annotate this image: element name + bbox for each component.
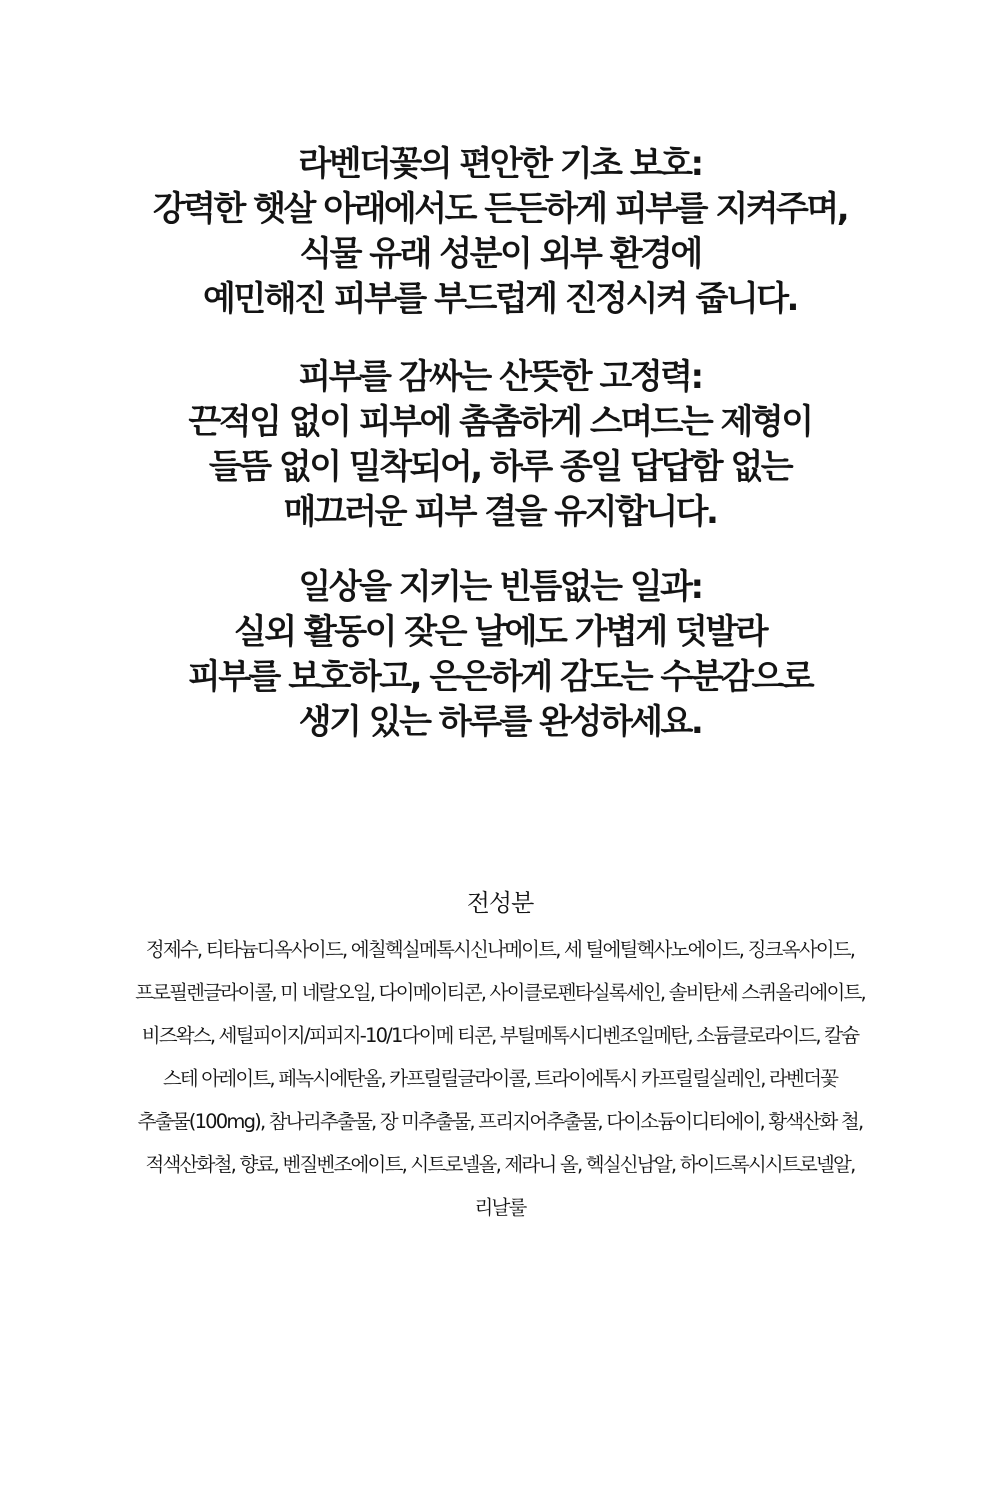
block-text-line: 끈적임 없이 피부에 촘촘하게 스며드는 제형이 bbox=[188, 402, 812, 442]
description-block-fixing-power bbox=[0, 355, 1000, 535]
block-text-line: 실외 활동이 잦은 날에도 가볍게 덧발라 bbox=[233, 612, 767, 652]
ingredients-line: 스테 아레이트, 페녹시에탄올, 카프릴릴글라이콜, 트라이에톡시 카프릴릴실레인, 라벤더꽃 bbox=[162, 1067, 838, 1090]
ingredients-line: 비즈왁스, 세틸피이지/피피지-10/1다이메 티콘, 부틸메톡시디벤조일메탄, 소듐클로라이드, 칼슘 bbox=[141, 1024, 859, 1047]
ingredients-title: 전성분 bbox=[466, 889, 534, 917]
ingredients-section bbox=[40, 878, 960, 1229]
ingredients-line: 프로필렌글라이콜, 미 네랄오일, 다이메이티콘, 사이클로펜타실록세인, 솔비탄세 스퀴올리에이트, bbox=[135, 981, 865, 1004]
block-text-line: 강력한 햇살 아래에서도 든든하게 피부를 지켜주며, bbox=[152, 189, 848, 229]
block-text-line: 매끄러운 피부 결을 유지합니다. bbox=[283, 492, 717, 532]
description-block-daily-routine bbox=[0, 565, 1000, 745]
ingredients-line: 정제수, 티타늄디옥사이드, 에칠헥실메톡시신나메이트, 세 틸에틸헥사노에이드, 징크옥사이드, bbox=[145, 938, 855, 961]
block-text-line: 생기 있는 하루를 완성하세요. bbox=[298, 702, 702, 742]
block-heading: 피부를 감싸는 산뜻한 고정력: bbox=[298, 357, 702, 397]
ingredients-line: 리날룰 bbox=[474, 1196, 526, 1219]
ingredients-line: 적색산화철, 향료, 벤질벤조에이트, 시트로넬올, 제라니 올, 헥실신남알, 하이드록시시트로넬알, bbox=[145, 1153, 855, 1176]
block-text-line: 예민해진 피부를 부드럽게 진정시켜 줍니다. bbox=[203, 279, 797, 319]
block-text-line: 들뜸 없이 밀착되어, 하루 종일 답답함 없는 bbox=[208, 447, 792, 487]
ingredients-line: 추출물(100mg), 참나리추출물, 장 미추출물, 프리지어추출물, 다이소듐이디티에이, 황색산화 철, bbox=[137, 1110, 863, 1133]
description-block-lavender-protection bbox=[0, 142, 1000, 322]
block-text-line: 피부를 보호하고, 은은하게 감도는 수분감으로 bbox=[187, 657, 813, 697]
block-text-line: 식물 유래 성분이 외부 환경에 bbox=[299, 234, 701, 274]
block-heading: 일상을 지키는 빈틈없는 일과: bbox=[298, 567, 702, 607]
block-heading: 라벤더꽃의 편안한 기초 보호: bbox=[298, 144, 702, 184]
